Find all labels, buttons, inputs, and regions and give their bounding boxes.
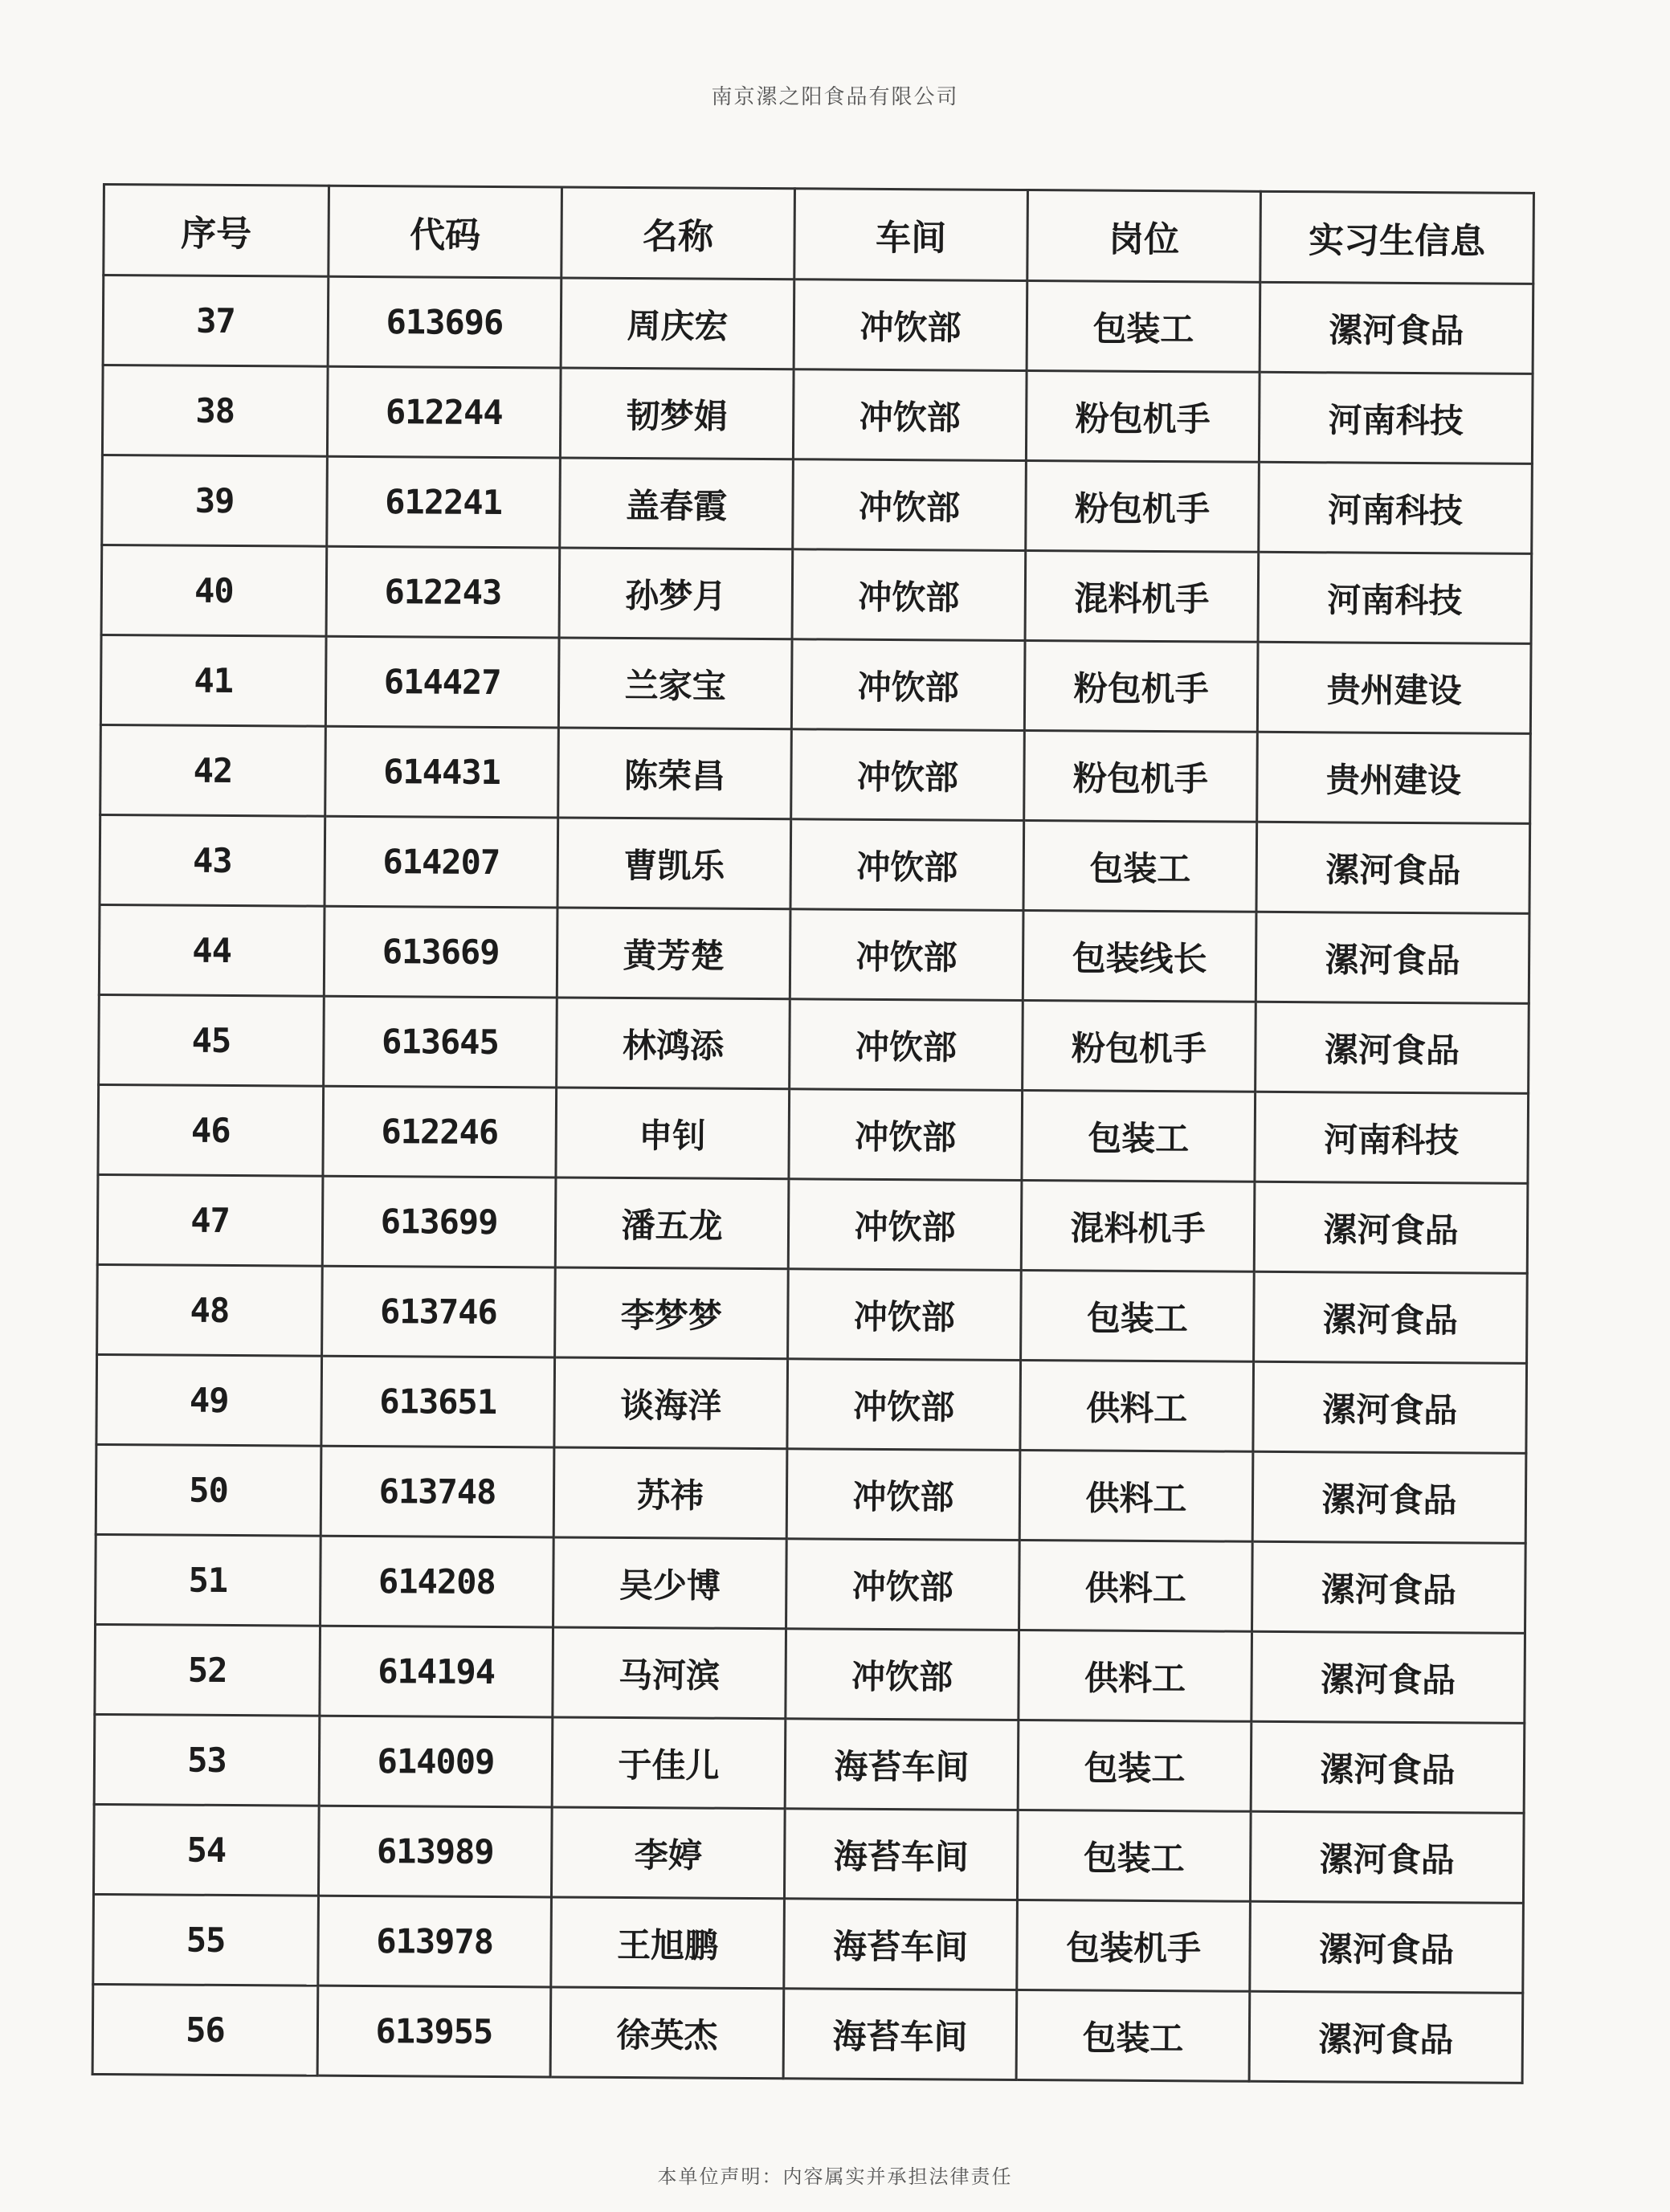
table-row [98,1084,1529,1183]
name-cell: 孙梦月 [559,548,793,639]
table-row [93,1804,1524,1903]
name-cell: 王旭鹏 [551,1897,785,1989]
name-cell: 李婷 [551,1807,785,1899]
post-cell: 粉包机手 [1024,641,1258,733]
table-row [99,994,1529,1093]
name-cell: 谈海洋 [554,1357,788,1449]
code-cell: 614207 [325,816,558,908]
seq-cell: 54 [93,1804,319,1896]
seq-cell: 42 [100,724,326,816]
intern-info-cell: 漯河食品 [1251,1721,1525,1813]
workshop-cell: 冲饮部 [794,280,1027,371]
seq-cell: 48 [97,1264,323,1356]
seq-cell: 41 [100,635,326,726]
intern-info-cell: 漯河食品 [1251,1631,1525,1723]
name-cell: 申钊 [556,1088,790,1179]
table-row [93,1894,1524,1993]
post-cell: 供料工 [1019,1541,1253,1632]
workshop-cell: 冲饮部 [793,369,1027,461]
name-cell: 吴少博 [553,1537,787,1629]
seq-cell: 49 [96,1354,322,1446]
footer-note: 本单位声明：内容属实并承担法律责任 [657,2165,1013,2188]
name-cell: 于佳儿 [552,1717,786,1809]
workshop-cell: 冲饮部 [786,1629,1019,1720]
name-cell: 曹凯乐 [557,818,791,909]
post-cell: 包装机手 [1017,1900,1251,1991]
intern-info-cell: 漯河食品 [1254,1271,1528,1363]
seq-cell: 38 [102,365,328,457]
seq-cell: 52 [95,1624,321,1716]
table-row [95,1624,1525,1723]
code-cell: 613748 [321,1446,554,1537]
name-cell: 韧梦娟 [560,368,794,459]
code-cell: 613651 [321,1356,555,1447]
table-row [94,1714,1525,1813]
code-cell: 613645 [324,996,557,1088]
seq-cell: 53 [94,1714,320,1806]
seq-cell: 43 [100,814,325,906]
workshop-cell: 冲饮部 [788,1269,1022,1361]
table-row [96,1444,1526,1543]
code-cell: 612241 [327,456,561,548]
table-body [92,275,1533,2083]
post-cell: 粉包机手 [1024,731,1258,822]
code-cell: 613955 [317,1985,551,2077]
table-row [100,814,1530,913]
code-cell: 613669 [324,906,557,998]
intern-info-cell: 贵州建设 [1257,732,1531,823]
post-cell: 包装工 [1027,281,1260,373]
workshop-cell: 海苔车间 [784,1809,1018,1900]
code-cell: 612244 [327,366,561,458]
code-cell: 612246 [323,1086,557,1177]
intern-info-cell: 河南科技 [1259,462,1533,553]
name-cell: 林鸿添 [557,998,790,1089]
seq-cell: 56 [92,1984,318,2075]
post-cell: 包装工 [1021,1271,1255,1362]
table-row [102,365,1533,464]
table-row [100,724,1531,823]
intern-info-cell: 漯河食品 [1252,1451,1526,1543]
intern-info-cell: 漯河食品 [1250,1811,1524,1903]
post-cell: 粉包机手 [1026,371,1260,463]
code-cell: 614194 [320,1626,553,1717]
seq-cell: 47 [97,1174,323,1266]
code-cell: 614431 [325,726,559,818]
seq-cell: 55 [93,1894,319,1985]
code-cell: 613978 [318,1896,552,1987]
column-header-post: 岗位 [1027,190,1261,283]
workshop-cell: 冲饮部 [787,1359,1021,1451]
table-row [102,455,1533,554]
name-cell: 马河滨 [553,1627,786,1719]
seq-cell: 37 [103,275,329,367]
post-cell: 供料工 [1019,1630,1252,1722]
intern-info-cell: 河南科技 [1258,552,1532,643]
name-cell: 苏祎 [553,1447,787,1539]
column-header-code: 代码 [329,186,562,278]
seq-cell: 51 [96,1534,321,1626]
intern-info-cell: 漯河食品 [1256,1002,1529,1093]
name-cell: 李梦梦 [555,1267,789,1359]
post-cell: 供料工 [1019,1451,1253,1542]
workshop-cell: 海苔车间 [784,1899,1018,1990]
workshop-cell: 冲饮部 [790,819,1024,911]
workshop-cell: 冲饮部 [788,1179,1022,1271]
intern-info-cell: 漯河食品 [1250,1901,1524,1993]
table-row [101,545,1532,644]
table-header-row [104,185,1534,284]
table-row [100,635,1531,733]
code-cell: 614208 [321,1536,554,1627]
seq-cell: 45 [99,994,325,1086]
post-cell: 混料机手 [1021,1181,1255,1272]
intern-info-cell: 漯河食品 [1256,912,1529,1003]
code-cell: 614009 [319,1716,553,1807]
intern-info-cell: 漯河食品 [1249,1991,1523,2083]
post-cell: 粉包机手 [1023,1001,1256,1092]
table-row [103,275,1533,374]
table-row [96,1354,1527,1453]
seq-cell: 46 [98,1084,324,1176]
workshop-cell: 海苔车间 [785,1719,1019,1810]
post-cell: 包装工 [1016,1990,1250,2081]
workshop-cell: 海苔车间 [783,1989,1017,2080]
column-header-name: 名称 [561,187,795,280]
intern-info-cell: 贵州建设 [1257,642,1531,733]
code-cell: 613989 [318,1806,552,1897]
seq-cell: 40 [101,545,327,637]
table-row [96,1534,1526,1633]
table-row [97,1174,1528,1273]
workshop-cell: 冲饮部 [791,639,1025,731]
code-cell: 614427 [325,636,559,728]
name-cell: 兰家宝 [558,638,792,729]
name-cell: 陈荣昌 [558,728,792,819]
post-cell: 包装工 [1018,1720,1251,1811]
workshop-cell: 冲饮部 [789,1089,1023,1181]
post-cell: 粉包机手 [1026,461,1260,553]
code-cell: 613699 [322,1176,556,1267]
intern-roster-table [92,183,1535,2084]
seq-cell: 50 [96,1444,321,1536]
code-cell: 612243 [326,546,560,638]
intern-info-cell: 漯河食品 [1254,1182,1528,1273]
name-cell: 潘五龙 [555,1177,789,1269]
code-cell: 613746 [322,1266,556,1357]
workshop-cell: 冲饮部 [790,999,1023,1091]
workshop-cell: 冲饮部 [792,549,1026,641]
name-cell: 徐英杰 [550,1987,784,2079]
name-cell: 周庆宏 [561,278,794,369]
workshop-cell: 冲饮部 [791,729,1025,821]
table-row [92,1984,1523,2083]
intern-info-cell: 河南科技 [1255,1092,1529,1183]
post-cell: 供料工 [1020,1361,1254,1452]
workshop-cell: 冲饮部 [786,1449,1020,1541]
company-header: 南京漯之阳食品有限公司 [711,85,959,109]
intern-info-cell: 漯河食品 [1260,282,1533,373]
name-cell: 盖春霞 [560,458,794,549]
workshop-cell: 冲饮部 [786,1539,1020,1630]
post-cell: 包装工 [1022,1091,1256,1182]
column-header-intern-info: 实习生信息 [1260,191,1534,284]
seq-cell: 39 [102,455,328,547]
column-header-seq: 序号 [104,185,329,277]
intern-info-cell: 漯河食品 [1253,1361,1527,1453]
table-row [99,904,1529,1003]
name-cell: 黄芳楚 [557,908,790,999]
post-cell: 包装工 [1017,1810,1251,1901]
workshop-cell: 冲饮部 [790,909,1023,1001]
column-header-workshop: 车间 [794,189,1028,281]
intern-info-cell: 漯河食品 [1256,822,1530,913]
post-cell: 包装工 [1023,821,1257,912]
post-cell: 包装线长 [1023,911,1256,1002]
seq-cell: 44 [99,904,325,996]
table-row [97,1264,1528,1363]
intern-info-cell: 河南科技 [1259,372,1533,463]
workshop-cell: 冲饮部 [793,459,1027,551]
post-cell: 混料机手 [1025,551,1259,643]
intern-info-cell: 漯河食品 [1252,1541,1526,1633]
code-cell: 613696 [328,276,561,368]
